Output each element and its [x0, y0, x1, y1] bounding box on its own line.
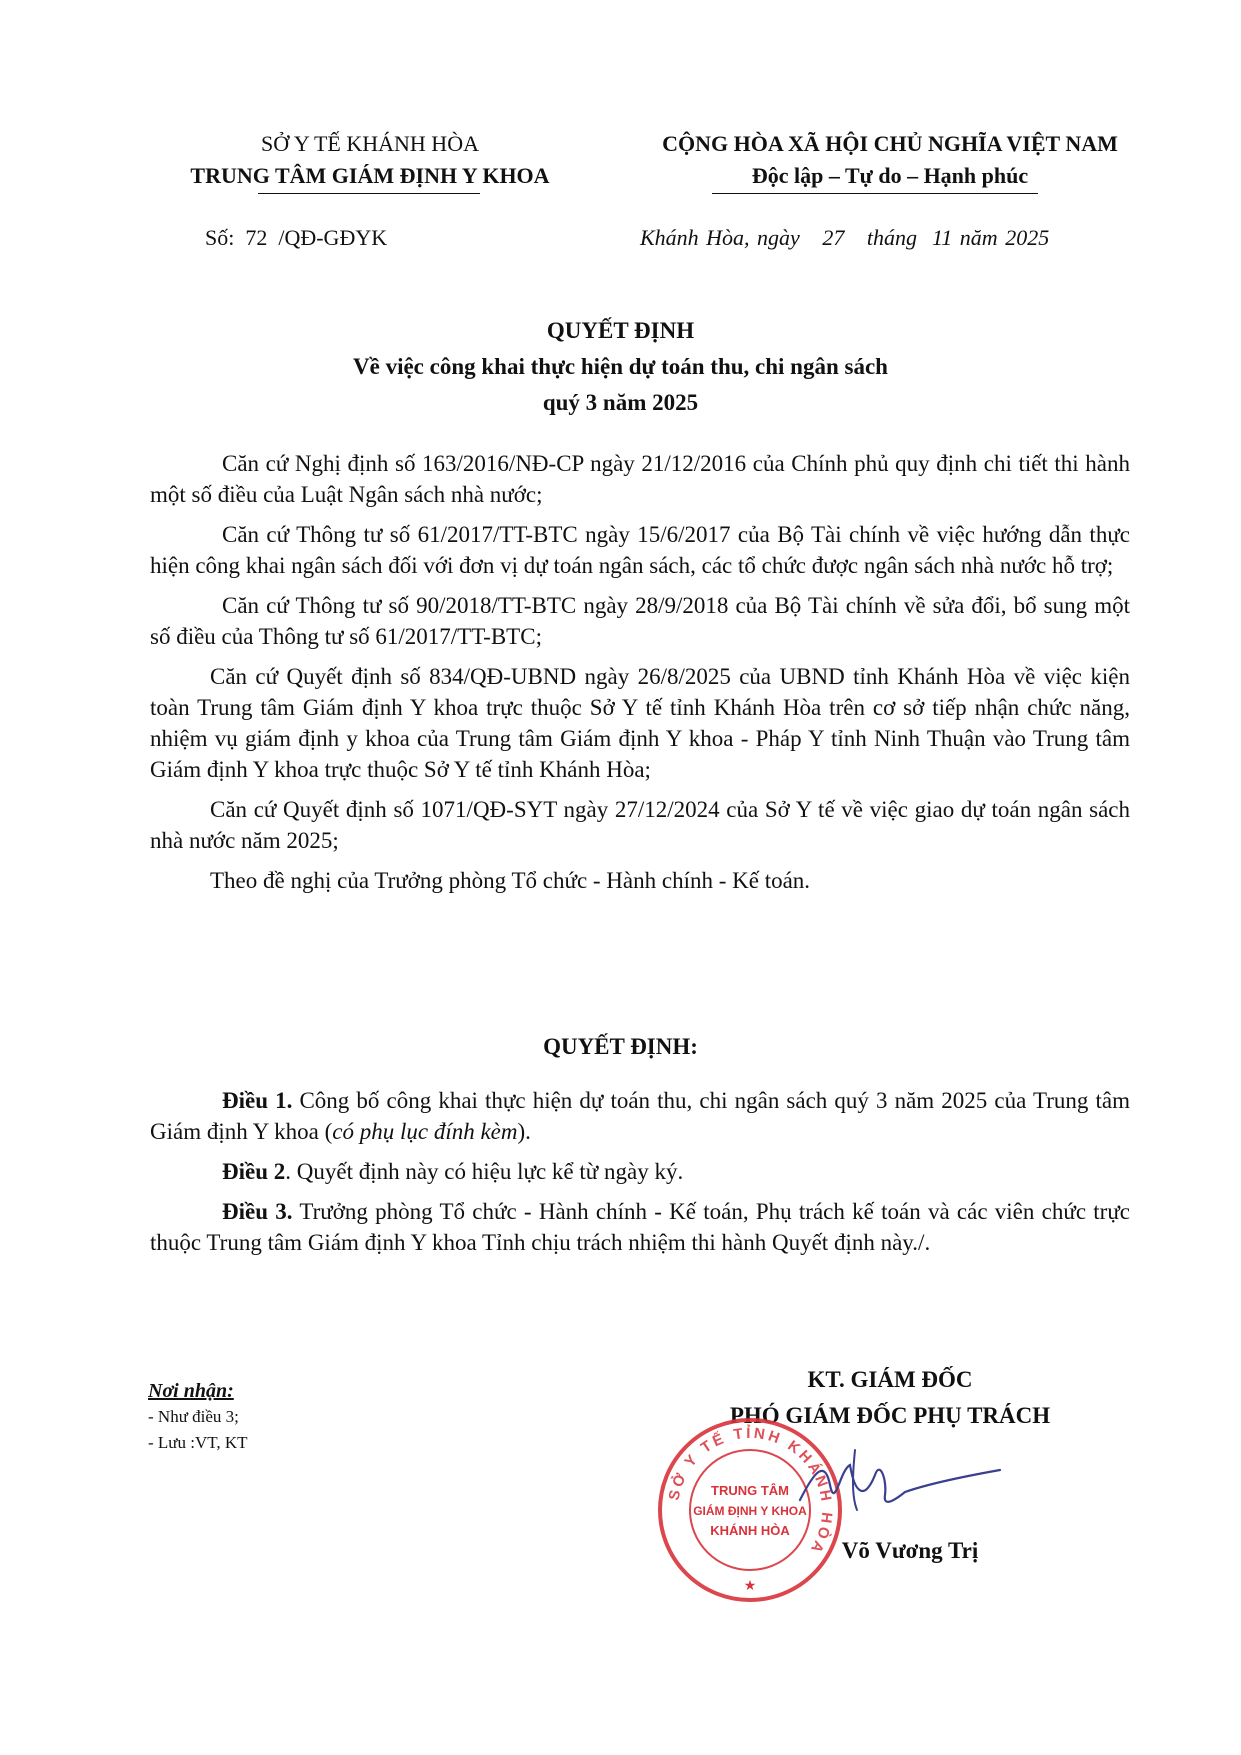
- signature-title-2: PHÓ GIÁM ĐỐC PHỤ TRÁCH: [729, 1403, 1051, 1428]
- article-2-text: . Quyết định này có hiệu lực kể từ ngày ký.: [285, 1159, 684, 1184]
- recipients-title: Nơi nhận:: [148, 1380, 234, 1402]
- agency-underline: [258, 193, 480, 194]
- preamble: [150, 448, 1130, 905]
- signer-name: Võ Vương Trị: [841, 1538, 979, 1563]
- article-2-label: Điều 2: [222, 1159, 286, 1184]
- recipients: [148, 1378, 248, 1456]
- title-line-1: QUYẾT ĐỊNH: [546, 318, 695, 343]
- stamp-center-1: TRUNG TÂM: [711, 1483, 789, 1498]
- svg-text:★: ★: [743, 1579, 757, 1594]
- stamp-center-3: KHÁNH HÒA: [710, 1523, 790, 1538]
- preamble-item: Căn cứ Thông tư số 90/2018/TT-BTC ngày 28/9/2018 của Bộ Tài chính về sửa đổi, bổ sung một số điều của Thông tư số 61/2017/TT-BTC;: [150, 593, 1130, 649]
- document-number: Số: 72 /QĐ-GĐYK: [205, 225, 388, 250]
- stamp-ring-text: SỞ Y TẾ TỈNH KHÁNH HÒA: [665, 1424, 836, 1559]
- title-line-2: Về việc công khai thực hiện dự toán thu, chi ngân sách: [353, 354, 888, 379]
- title-line-3: quý 3 năm 2025: [542, 390, 699, 415]
- country-name: CỘNG HÒA XÃ HỘI CHỦ NGHĨA VIỆT NAM: [662, 131, 1118, 156]
- preamble-item: Căn cứ Quyết định số 1071/QĐ-SYT ngày 27/12/2024 của Sở Y tế về việc giao dự toán ngân sách nhà nước năm 2025;: [150, 797, 1130, 853]
- handwritten-signature-icon: [795, 1440, 1005, 1530]
- preamble-item: Căn cứ Nghị định số 163/2016/NĐ-CP ngày 21/12/2016 của Chính phủ quy định chi tiết thi hành một số điều của Luật Ngân sách nhà nước;: [150, 451, 1130, 507]
- article-3-label: Điều 3.: [222, 1199, 293, 1224]
- agency-parent: SỞ Y TẾ KHÁNH HÒA: [261, 131, 479, 156]
- article-1-note: có phụ lục đính kèm: [332, 1119, 518, 1144]
- article-1-text: Công bố công khai thực hiện dự toán thu, chi ngân sách quý 3 năm 2025 của Trung tâm Giám định Y khoa (: [150, 1088, 1130, 1144]
- preamble-item: Theo đề nghị của Trưởng phòng Tổ chức - Hành chính - Kế toán.: [210, 868, 811, 893]
- signature-title-1: KT. GIÁM ĐỐC: [807, 1367, 973, 1392]
- agency-block: [110, 128, 630, 192]
- recipient-item: - Như điều 3;: [148, 1407, 239, 1426]
- national-block: [610, 128, 1170, 192]
- article-1-text-end: ).: [517, 1119, 531, 1144]
- article-3-text: Trưởng phòng Tổ chức - Hành chính - Kế toán, Phụ trách kế toán và các viên chức trực thuộc Trung tâm Giám định Y khoa Tỉnh chịu trách nhiệm thi hành Quyết định này./.: [150, 1199, 1131, 1255]
- article-1: [150, 1085, 1130, 1147]
- article-2: [150, 1156, 1130, 1187]
- decision-heading: QUYẾT ĐỊNH:: [543, 1034, 698, 1059]
- article-3: [150, 1196, 1130, 1258]
- motto-underline: [712, 193, 1038, 194]
- document-title: [0, 313, 1241, 421]
- preamble-item: Căn cứ Quyết định số 834/QĐ-UBND ngày 26/8/2025 của UBND tỉnh Khánh Hòa về việc kiện toàn Trung tâm Giám định Y khoa trực thuộc Sở Y tế tỉnh Khánh Hòa trên cơ sở tiếp nhận chức năng, nhiệm vụ giám định y khoa của Trung tâm Giám định Y khoa - Pháp Y tỉnh Ninh Thuận vào Trung tâm Giám định Y khoa trực thuộc Sở Y tế tỉnh Khánh Hòa;: [150, 664, 1130, 782]
- national-motto: Độc lập – Tự do – Hạnh phúc: [751, 163, 1029, 188]
- article-1-label: Điều 1.: [222, 1088, 293, 1113]
- stamp-center-2: GIÁM ĐỊNH Y KHOA: [693, 1504, 807, 1518]
- place-date: Khánh Hòa, ngày 27 tháng 11 năm 2025: [640, 225, 1050, 250]
- articles: [150, 1085, 1130, 1267]
- recipient-item: - Lưu :VT, KT: [148, 1433, 248, 1452]
- preamble-item: Căn cứ Thông tư số 61/2017/TT-BTC ngày 15/6/2017 của Bộ Tài chính về việc hướng dẫn thực hiện công khai ngân sách đối với đơn vị dự toán ngân sách, các tổ chức được ngân sách nhà nước hỗ trợ;: [150, 522, 1130, 578]
- agency-name: TRUNG TÂM GIÁM ĐỊNH Y KHOA: [190, 163, 550, 188]
